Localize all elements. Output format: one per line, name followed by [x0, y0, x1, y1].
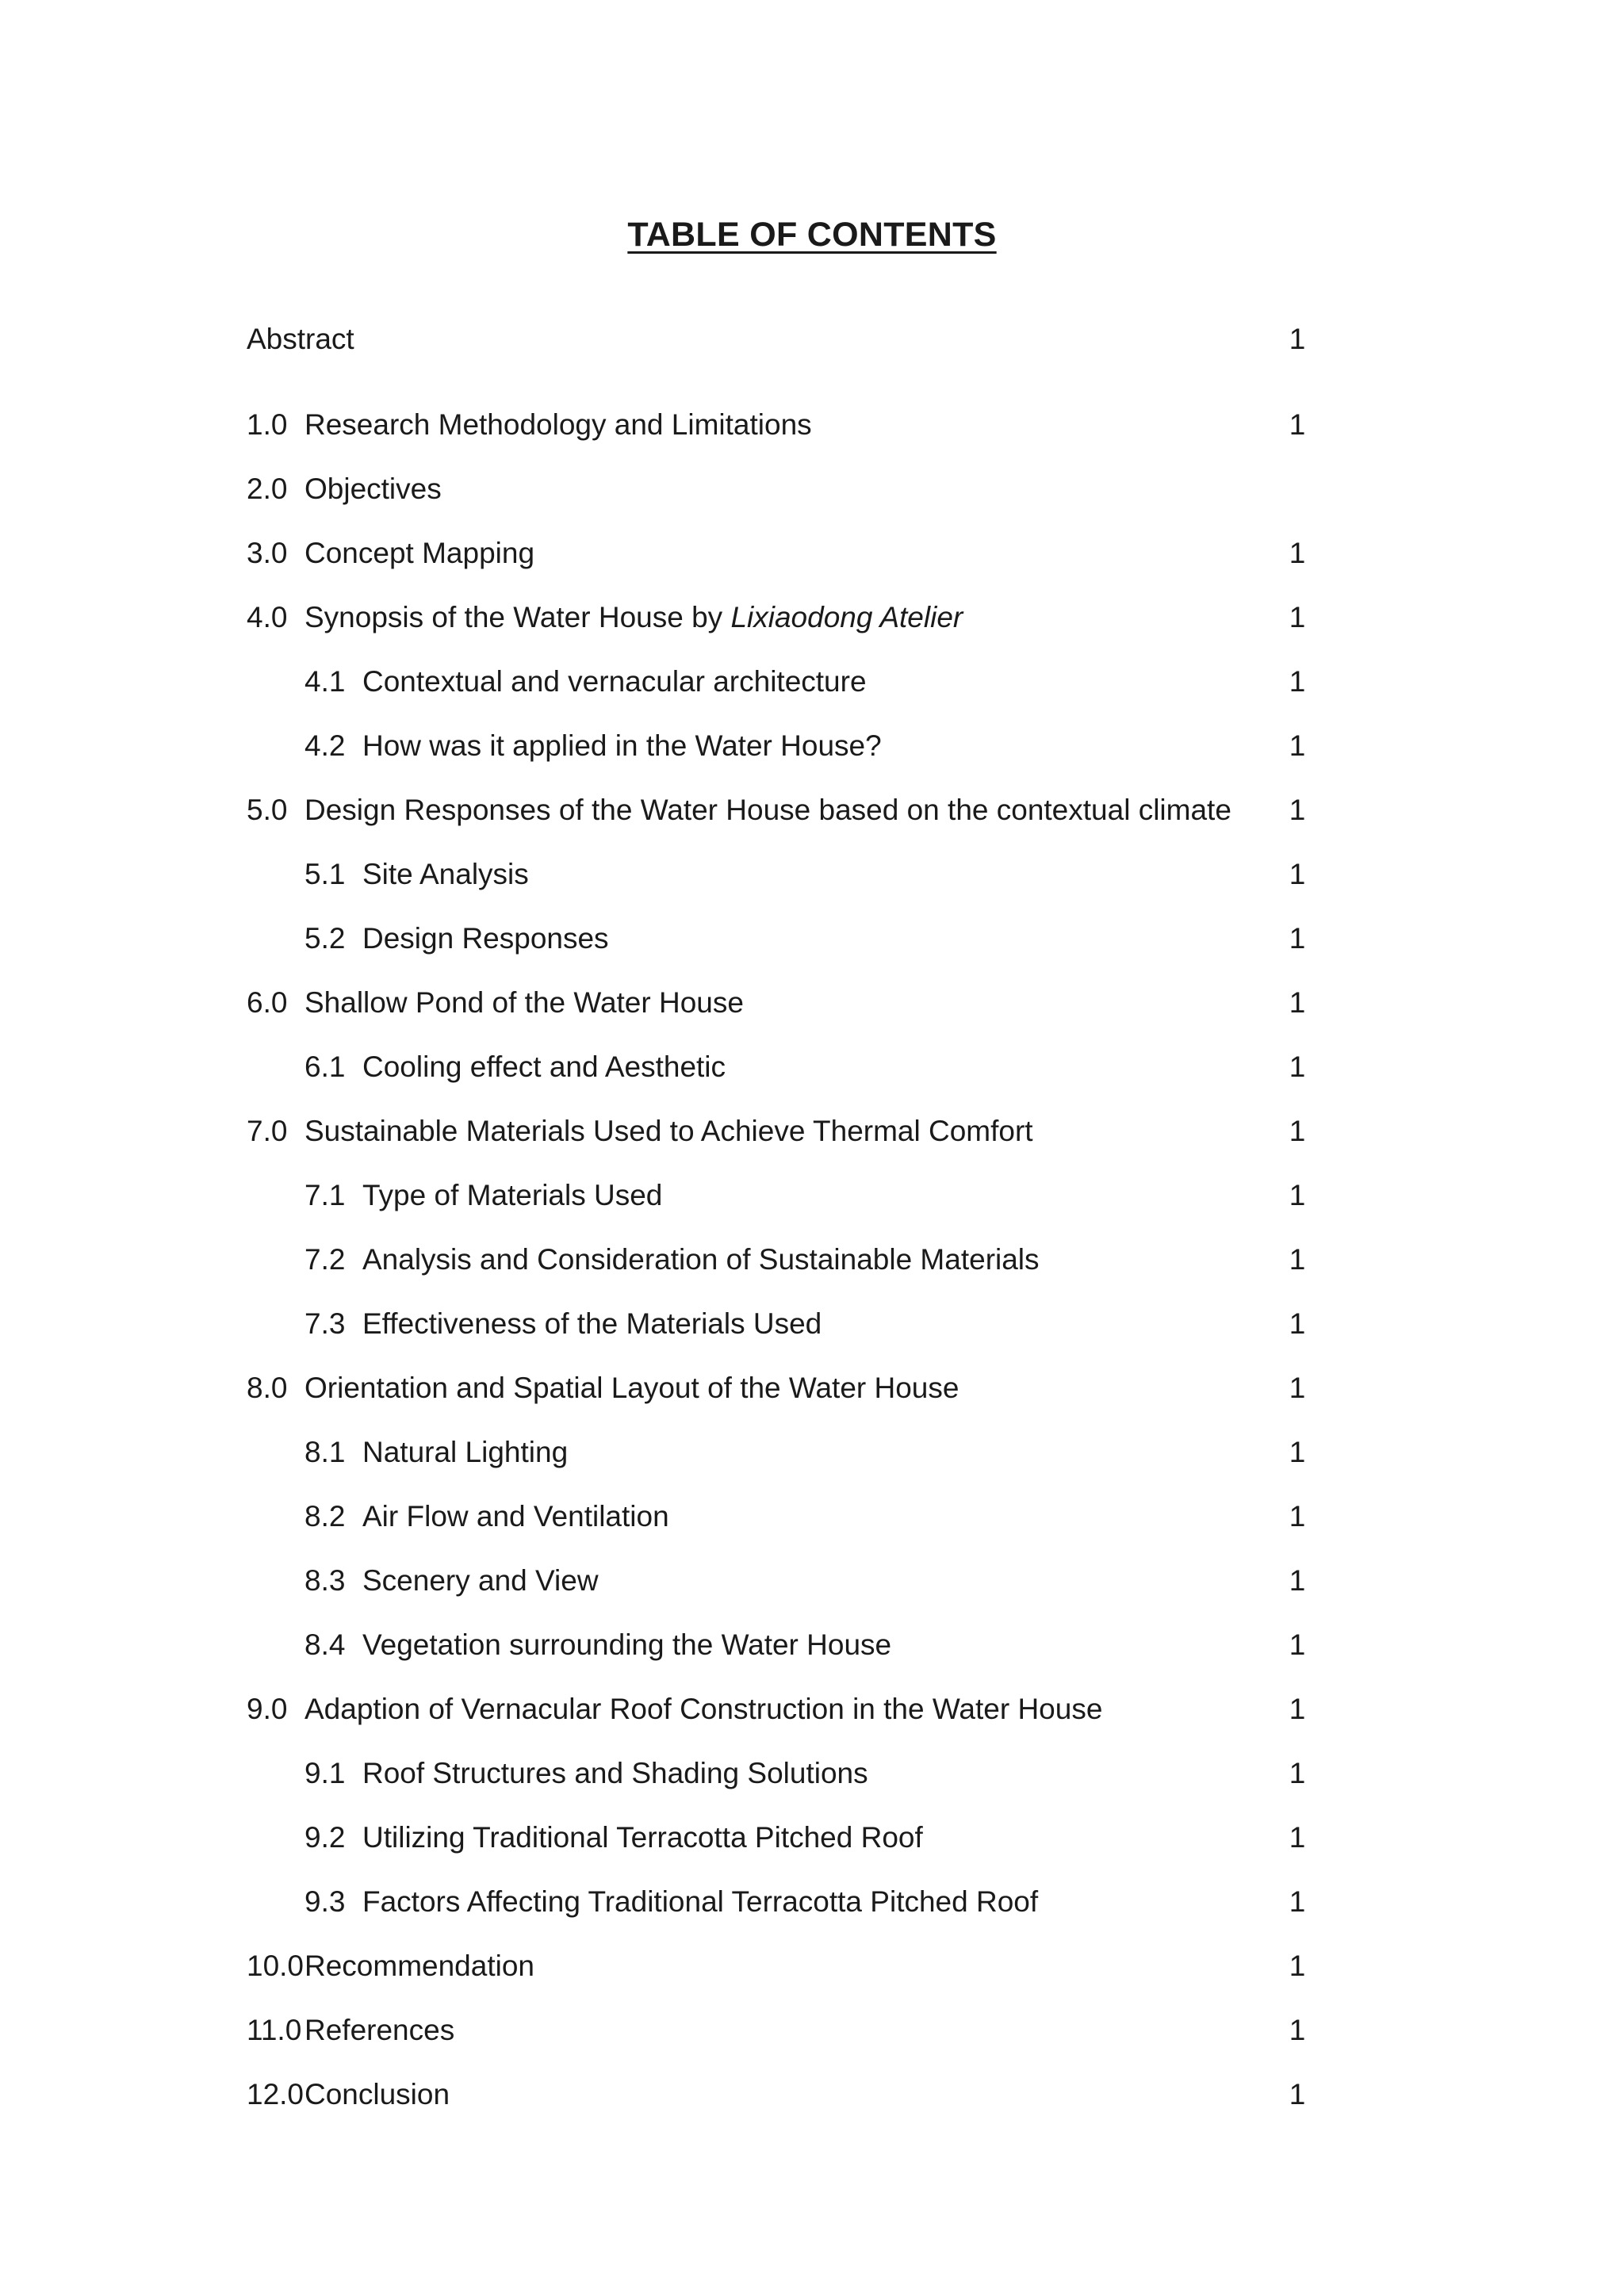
toc-entry-8-1[interactable] — [0, 1430, 1624, 1475]
toc-page-number: 1 — [1289, 1179, 1306, 1211]
toc-page-number: 1 — [1289, 1050, 1306, 1083]
toc-page-number: 1 — [1289, 1115, 1306, 1147]
toc-section-number: 3.0 — [247, 537, 288, 569]
toc-section-number: 4.2 — [304, 729, 346, 762]
toc-section-number: 8.2 — [304, 1500, 346, 1533]
toc-page-number: 1 — [1289, 858, 1306, 890]
toc-section-number: 8.0 — [247, 1372, 288, 1404]
toc-entry-9-2[interactable] — [0, 1816, 1624, 1860]
toc-page-number: 1 — [1289, 1436, 1306, 1468]
toc-page-number: 1 — [1289, 1564, 1306, 1597]
toc-entry-4-0[interactable] — [0, 595, 1624, 640]
toc-entry-text: Objectives — [304, 473, 442, 505]
toc-entry-text: Analysis and Consideration of Sustainable Materials — [362, 1243, 1040, 1276]
toc-section-number: 7.3 — [304, 1307, 346, 1340]
toc-page-number: 1 — [1289, 1821, 1306, 1854]
toc-entry-text: Conclusion — [304, 2078, 450, 2110]
toc-section-number: 4.0 — [247, 601, 288, 633]
toc-page-number: 1 — [1289, 2078, 1306, 2110]
toc-entry-5-1[interactable] — [0, 852, 1624, 897]
toc-page-number: 1 — [1289, 1628, 1306, 1661]
toc-page-number: 1 — [1289, 665, 1306, 698]
toc-entry-text: Contextual and vernacular architecture — [362, 665, 867, 698]
toc-page-number: 1 — [1289, 1500, 1306, 1533]
toc-page-number: 1 — [1289, 323, 1306, 355]
toc-entry-11-0[interactable] — [0, 2008, 1624, 2053]
toc-entry-3-0[interactable] — [0, 531, 1624, 576]
toc-entry-text-italic: Lixiaodong Atelier — [730, 601, 963, 633]
toc-section-number: 8.4 — [304, 1628, 346, 1661]
toc-entry-text: Type of Materials Used — [362, 1179, 663, 1211]
toc-entry-text: Effectiveness of the Materials Used — [362, 1307, 822, 1340]
toc-section-number: 12.0 — [247, 2078, 304, 2110]
toc-entry-4-1[interactable] — [0, 660, 1624, 704]
toc-entry-text: References — [304, 2014, 455, 2046]
toc-page-number: 1 — [1289, 537, 1306, 569]
toc-section-number: 11.0 — [247, 2014, 302, 2046]
toc-entry-8-4[interactable] — [0, 1623, 1624, 1667]
toc-entry-12-0[interactable] — [0, 2072, 1624, 2117]
toc-section-number: 5.0 — [247, 794, 288, 826]
toc-entry-10-0[interactable] — [0, 1944, 1624, 1988]
toc-entry-text: Factors Affecting Traditional Terracotta Pitched Roof — [362, 1885, 1039, 1918]
toc-entry-text-regular: Synopsis of the Water House by — [304, 601, 731, 633]
toc-page-number: 1 — [1289, 922, 1306, 955]
toc-section-number: 6.1 — [304, 1050, 346, 1083]
toc-entry-5-0[interactable] — [0, 788, 1624, 832]
toc-page-number: 1 — [1289, 1307, 1306, 1340]
toc-entry-text: Concept Mapping — [304, 537, 535, 569]
toc-page-number: 1 — [1289, 2014, 1306, 2046]
toc-section-number: 6.0 — [247, 986, 288, 1019]
toc-entry-text: Shallow Pond of the Water House — [304, 986, 744, 1019]
toc-entry-7-1[interactable] — [0, 1173, 1624, 1218]
toc-entry-text: Abstract — [247, 323, 354, 355]
toc-entry-9-1[interactable] — [0, 1751, 1624, 1796]
toc-entry-text: Roof Structures and Shading Solutions — [362, 1757, 868, 1789]
toc-entry-5-2[interactable] — [0, 916, 1624, 961]
toc-page-number: 1 — [1289, 408, 1306, 441]
toc-entry-7-3[interactable] — [0, 1302, 1624, 1346]
toc-entry-text — [304, 595, 963, 640]
toc-section-number: 1.0 — [247, 408, 288, 441]
toc-entry-text: How was it applied in the Water House? — [362, 729, 882, 762]
toc-section-number: 7.1 — [304, 1179, 346, 1211]
toc-entry-text: Utilizing Traditional Terracotta Pitched Roof — [362, 1821, 923, 1854]
toc-entry-8-0[interactable] — [0, 1366, 1624, 1410]
toc-section-number: 2.0 — [247, 473, 288, 505]
toc-entry-9-3[interactable] — [0, 1880, 1624, 1924]
toc-section-number: 9.3 — [304, 1885, 346, 1918]
toc-entry-1-0[interactable] — [0, 403, 1624, 447]
toc-entry-7-2[interactable] — [0, 1238, 1624, 1282]
toc-entry-9-0[interactable] — [0, 1687, 1624, 1732]
toc-entry-text: Research Methodology and Limitations — [304, 408, 812, 441]
toc-entry-text: Site Analysis — [362, 858, 529, 890]
toc-section-number: 7.2 — [304, 1243, 346, 1276]
toc-entry-text: Adaption of Vernacular Roof Construction in the Water House — [304, 1693, 1103, 1725]
toc-page-number: 1 — [1289, 601, 1306, 633]
toc-entry-6-0[interactable] — [0, 981, 1624, 1025]
toc-entry-text: Cooling effect and Aesthetic — [362, 1050, 726, 1083]
toc-section-number: 5.1 — [304, 858, 346, 890]
toc-entry-text: Design Responses — [362, 922, 609, 955]
page-title: TABLE OF CONTENTS — [627, 216, 997, 254]
toc-entry-8-3[interactable] — [0, 1559, 1624, 1603]
toc-section-number: 4.1 — [304, 665, 346, 698]
toc-page-number: 1 — [1289, 729, 1306, 762]
toc-section-number: 9.2 — [304, 1821, 346, 1854]
toc-entry-text: Recommendation — [304, 1950, 534, 1982]
toc-entry-text: Orientation and Spatial Layout of the Water House — [304, 1372, 959, 1404]
toc-page-number: 1 — [1289, 1372, 1306, 1404]
toc-page-number: 1 — [1289, 1757, 1306, 1789]
toc-entry-6-1[interactable] — [0, 1045, 1624, 1089]
toc-entry-8-2[interactable] — [0, 1494, 1624, 1539]
toc-page-number: 1 — [1289, 1885, 1306, 1918]
toc-entry-text: Vegetation surrounding the Water House — [362, 1628, 892, 1661]
toc-page-number: 1 — [1289, 1693, 1306, 1725]
toc-entry-7-0[interactable] — [0, 1109, 1624, 1154]
toc-section-number: 9.1 — [304, 1757, 346, 1789]
toc-entry-2-0[interactable] — [0, 467, 1624, 511]
toc-section-number: 8.3 — [304, 1564, 346, 1597]
toc-page-number: 1 — [1289, 794, 1306, 826]
toc-section-number: 7.0 — [247, 1115, 288, 1147]
toc-page-number: 1 — [1289, 1950, 1306, 1982]
toc-entry-text: Design Responses of the Water House based on the contextual climate — [304, 794, 1231, 826]
toc-section-number: 8.1 — [304, 1436, 346, 1468]
toc-entry-text: Sustainable Materials Used to Achieve Thermal Comfort — [304, 1115, 1033, 1147]
toc-entry-text: Scenery and View — [362, 1564, 599, 1597]
toc-entry-4-2[interactable] — [0, 724, 1624, 768]
toc-page-number: 1 — [1289, 986, 1306, 1019]
toc-page-number: 1 — [1289, 1243, 1306, 1276]
toc-entry-abstract[interactable] — [0, 317, 1624, 362]
toc-section-number: 5.2 — [304, 922, 346, 955]
toc-section-number: 10.0 — [247, 1950, 304, 1982]
toc-entry-text: Air Flow and Ventilation — [362, 1500, 669, 1533]
toc-section-number: 9.0 — [247, 1693, 288, 1725]
toc-entry-text: Natural Lighting — [362, 1436, 569, 1468]
